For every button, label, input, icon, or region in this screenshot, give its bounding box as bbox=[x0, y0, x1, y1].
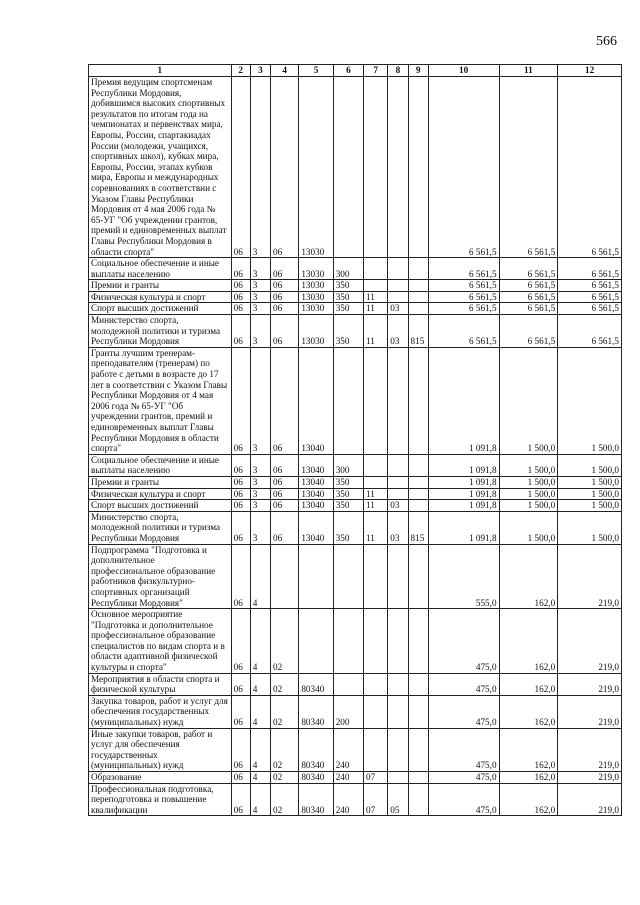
row-name: Гранты лучшим тренерам-преподавателям (тренерам) по работе с детьми в возрасте до 17 лет в соответствии с Указом Главы Республики Мордовия от 4 мая 2006 года № 65-УГ "Об учреждении грантов, премий и единовременных выплат Главы Республики Мордовия в области спорта" bbox=[89, 347, 232, 454]
code-cell bbox=[364, 476, 388, 488]
code-cell: 3 bbox=[250, 476, 270, 488]
column-header-9: 9 bbox=[408, 65, 428, 77]
code-cell: 240 bbox=[333, 728, 363, 771]
code-cell: 3 bbox=[250, 258, 270, 280]
code-cell: 06 bbox=[271, 476, 299, 488]
code-cell: 300 bbox=[333, 258, 363, 280]
code-cell bbox=[364, 258, 388, 280]
row-name: Премии и гранты bbox=[89, 476, 232, 488]
code-cell: 13040 bbox=[299, 511, 333, 544]
code-cell: 06 bbox=[231, 303, 250, 315]
code-cell: 4 bbox=[250, 728, 270, 771]
amount-cell: 6 561,5 bbox=[558, 258, 622, 280]
column-header-6: 6 bbox=[333, 65, 363, 77]
amount-cell: 475,0 bbox=[428, 772, 499, 784]
code-cell bbox=[408, 544, 428, 609]
table-row bbox=[89, 772, 622, 784]
code-cell bbox=[364, 280, 388, 292]
column-header-1: 1 bbox=[89, 65, 232, 77]
code-cell: 03 bbox=[388, 500, 408, 512]
code-cell: 13030 bbox=[299, 315, 333, 348]
table-row bbox=[89, 258, 622, 280]
code-cell: 200 bbox=[333, 695, 363, 728]
code-cell: 350 bbox=[333, 280, 363, 292]
code-cell bbox=[408, 695, 428, 728]
code-cell: 03 bbox=[388, 511, 408, 544]
row-name: Мероприятия в области спорта и физической культуры bbox=[89, 673, 232, 695]
code-cell bbox=[408, 280, 428, 292]
amount-cell: 6 561,5 bbox=[428, 258, 499, 280]
amount-cell: 475,0 bbox=[428, 728, 499, 771]
amount-cell: 475,0 bbox=[428, 673, 499, 695]
code-cell: 07 bbox=[364, 772, 388, 784]
table-body bbox=[89, 77, 622, 816]
code-cell: 07 bbox=[364, 783, 388, 816]
code-cell: 11 bbox=[364, 291, 388, 303]
amount-cell: 162,0 bbox=[499, 695, 558, 728]
amount-cell: 6 561,5 bbox=[558, 280, 622, 292]
amount-cell: 6 561,5 bbox=[499, 77, 558, 258]
column-header-8: 8 bbox=[388, 65, 408, 77]
code-cell bbox=[408, 500, 428, 512]
code-cell bbox=[408, 291, 428, 303]
code-cell: 11 bbox=[364, 315, 388, 348]
amount-cell: 6 561,5 bbox=[499, 291, 558, 303]
amount-cell: 6 561,5 bbox=[499, 258, 558, 280]
code-cell: 3 bbox=[250, 77, 270, 258]
row-name: Подпрограмма "Подготовка и дополнительное профессиональное образование работников физкультурно-спортивных организаций Республики Мордовия" bbox=[89, 544, 232, 609]
column-header-5: 5 bbox=[299, 65, 333, 77]
amount-cell: 162,0 bbox=[499, 728, 558, 771]
amount-cell: 6 561,5 bbox=[428, 315, 499, 348]
code-cell: 300 bbox=[333, 454, 363, 476]
amount-cell: 1 091,8 bbox=[428, 511, 499, 544]
code-cell: 06 bbox=[231, 728, 250, 771]
code-cell: 350 bbox=[333, 500, 363, 512]
amount-cell: 6 561,5 bbox=[499, 303, 558, 315]
table-row bbox=[89, 315, 622, 348]
code-cell: 3 bbox=[250, 303, 270, 315]
amount-cell: 555,0 bbox=[428, 544, 499, 609]
code-cell bbox=[388, 609, 408, 674]
code-cell bbox=[271, 544, 299, 609]
code-cell: 815 bbox=[408, 315, 428, 348]
code-cell: 06 bbox=[231, 291, 250, 303]
amount-cell: 475,0 bbox=[428, 695, 499, 728]
code-cell bbox=[408, 673, 428, 695]
code-cell: 350 bbox=[333, 511, 363, 544]
amount-cell: 1 500,0 bbox=[558, 454, 622, 476]
code-cell: 11 bbox=[364, 488, 388, 500]
row-name: Профессиональная подготовка, переподготовка и повышение квалификации bbox=[89, 783, 232, 816]
code-cell bbox=[408, 347, 428, 454]
code-cell: 06 bbox=[231, 488, 250, 500]
amount-cell: 6 561,5 bbox=[499, 315, 558, 348]
amount-cell: 6 561,5 bbox=[558, 291, 622, 303]
amount-cell: 162,0 bbox=[499, 783, 558, 816]
amount-cell: 1 091,8 bbox=[428, 347, 499, 454]
code-cell: 06 bbox=[231, 609, 250, 674]
code-cell: 06 bbox=[271, 280, 299, 292]
code-cell: 06 bbox=[271, 347, 299, 454]
column-header-3: 3 bbox=[250, 65, 270, 77]
code-cell bbox=[408, 258, 428, 280]
code-cell: 3 bbox=[250, 315, 270, 348]
code-cell bbox=[408, 609, 428, 674]
code-cell: 06 bbox=[271, 500, 299, 512]
table-row bbox=[89, 544, 622, 609]
code-cell: 05 bbox=[388, 783, 408, 816]
row-name: Спорт высших достижений bbox=[89, 303, 232, 315]
row-name: Закупка товаров, работ и услуг для обеспечения государственных (муниципальных) нужд bbox=[89, 695, 232, 728]
code-cell bbox=[388, 454, 408, 476]
table-row bbox=[89, 454, 622, 476]
row-name: Министерство спорта, молодежной политики и туризма Республики Мордовия bbox=[89, 315, 232, 348]
code-cell bbox=[333, 347, 363, 454]
code-cell: 3 bbox=[250, 454, 270, 476]
code-cell: 06 bbox=[271, 77, 299, 258]
code-cell: 3 bbox=[250, 280, 270, 292]
amount-cell: 219,0 bbox=[558, 544, 622, 609]
amount-cell: 6 561,5 bbox=[428, 77, 499, 258]
code-cell: 815 bbox=[408, 511, 428, 544]
code-cell: 350 bbox=[333, 315, 363, 348]
code-cell: 13030 bbox=[299, 258, 333, 280]
amount-cell: 1 500,0 bbox=[499, 511, 558, 544]
table-row bbox=[89, 291, 622, 303]
amount-cell: 6 561,5 bbox=[428, 291, 499, 303]
page-number: 566 bbox=[596, 34, 617, 49]
code-cell bbox=[388, 347, 408, 454]
code-cell: 06 bbox=[231, 544, 250, 609]
code-cell: 13030 bbox=[299, 291, 333, 303]
amount-cell: 1 500,0 bbox=[499, 347, 558, 454]
code-cell: 3 bbox=[250, 291, 270, 303]
code-cell: 80340 bbox=[299, 673, 333, 695]
amount-cell: 1 500,0 bbox=[558, 511, 622, 544]
table-row bbox=[89, 476, 622, 488]
code-cell bbox=[333, 609, 363, 674]
code-cell bbox=[364, 347, 388, 454]
amount-cell: 1 091,8 bbox=[428, 500, 499, 512]
code-cell: 13040 bbox=[299, 454, 333, 476]
code-cell: 06 bbox=[271, 488, 299, 500]
code-cell: 02 bbox=[271, 673, 299, 695]
code-cell: 350 bbox=[333, 291, 363, 303]
column-header-4: 4 bbox=[271, 65, 299, 77]
table-row bbox=[89, 783, 622, 816]
code-cell: 11 bbox=[364, 500, 388, 512]
code-cell: 06 bbox=[231, 772, 250, 784]
code-cell: 06 bbox=[231, 77, 250, 258]
table-row bbox=[89, 280, 622, 292]
code-cell: 13040 bbox=[299, 488, 333, 500]
amount-cell: 6 561,5 bbox=[428, 303, 499, 315]
code-cell: 4 bbox=[250, 544, 270, 609]
column-header-12: 12 bbox=[558, 65, 622, 77]
column-header-10: 10 bbox=[428, 65, 499, 77]
amount-cell: 219,0 bbox=[558, 772, 622, 784]
row-name: Премия ведущим спортсменам Республики Мордовия, добившимся высоких спортивных результатов по итогам года на чемпионатах и первенствах мира, Европы, России, спартакиадах России (молодежи, учащихся, спортивных школ), кубках мира, Европы, России, этапах кубков мира, Европы и международных соревнованиях в соответствии с Указом Главы Республики Мордовия от 4 мая 2006 года № 65-УГ "Об учреждении грантов, премий и единовременных выплат Главы Республики Мордовия в области спорта" bbox=[89, 77, 232, 258]
amount-cell: 1 091,8 bbox=[428, 454, 499, 476]
code-cell bbox=[388, 488, 408, 500]
code-cell bbox=[388, 280, 408, 292]
code-cell bbox=[408, 303, 428, 315]
amount-cell: 162,0 bbox=[499, 544, 558, 609]
code-cell: 06 bbox=[271, 291, 299, 303]
row-name: Образование bbox=[89, 772, 232, 784]
row-name: Иные закупки товаров, работ и услуг для обеспечения государственных (муниципальных) нужд bbox=[89, 728, 232, 771]
code-cell bbox=[388, 77, 408, 258]
row-name: Премии и гранты bbox=[89, 280, 232, 292]
code-cell: 06 bbox=[231, 347, 250, 454]
table-row bbox=[89, 488, 622, 500]
code-cell: 06 bbox=[231, 511, 250, 544]
code-cell bbox=[299, 609, 333, 674]
code-cell bbox=[408, 476, 428, 488]
amount-cell: 1 500,0 bbox=[558, 347, 622, 454]
code-cell bbox=[388, 772, 408, 784]
column-header-2: 2 bbox=[231, 65, 250, 77]
code-cell bbox=[364, 609, 388, 674]
table-row bbox=[89, 673, 622, 695]
row-name: Физическая культура и спорт bbox=[89, 291, 232, 303]
code-cell: 06 bbox=[231, 280, 250, 292]
table-row bbox=[89, 728, 622, 771]
table-row bbox=[89, 695, 622, 728]
code-cell: 02 bbox=[271, 772, 299, 784]
code-cell: 13040 bbox=[299, 500, 333, 512]
code-cell: 4 bbox=[250, 609, 270, 674]
code-cell: 13040 bbox=[299, 476, 333, 488]
code-cell: 06 bbox=[271, 315, 299, 348]
table-row bbox=[89, 347, 622, 454]
table-row bbox=[89, 77, 622, 258]
amount-cell: 6 561,5 bbox=[558, 77, 622, 258]
code-cell: 80340 bbox=[299, 728, 333, 771]
code-cell: 06 bbox=[231, 695, 250, 728]
column-header-11: 11 bbox=[499, 65, 558, 77]
code-cell bbox=[408, 772, 428, 784]
code-cell: 02 bbox=[271, 728, 299, 771]
amount-cell: 162,0 bbox=[499, 609, 558, 674]
row-name: Социальное обеспечение и иные выплаты населению bbox=[89, 454, 232, 476]
budget-table bbox=[88, 64, 622, 816]
row-name: Основное мероприятие "Подготовка и дополнительное профессиональное образование специалистов по видам спорта и в области адаптивной физической культуры и спорта" bbox=[89, 609, 232, 674]
table-row bbox=[89, 511, 622, 544]
amount-cell: 1 500,0 bbox=[499, 488, 558, 500]
code-cell: 06 bbox=[271, 511, 299, 544]
amount-cell: 219,0 bbox=[558, 609, 622, 674]
code-cell: 240 bbox=[333, 772, 363, 784]
code-cell bbox=[408, 454, 428, 476]
amount-cell: 475,0 bbox=[428, 609, 499, 674]
row-name: Спорт высших достижений bbox=[89, 500, 232, 512]
code-cell: 3 bbox=[250, 347, 270, 454]
row-name: Физическая культура и спорт bbox=[89, 488, 232, 500]
code-cell bbox=[364, 77, 388, 258]
code-cell: 02 bbox=[271, 783, 299, 816]
code-cell bbox=[299, 544, 333, 609]
amount-cell: 1 500,0 bbox=[558, 488, 622, 500]
code-cell bbox=[364, 544, 388, 609]
code-cell bbox=[333, 673, 363, 695]
code-cell: 80340 bbox=[299, 772, 333, 784]
amount-cell: 1 500,0 bbox=[558, 500, 622, 512]
code-cell bbox=[364, 454, 388, 476]
table-row bbox=[89, 500, 622, 512]
amount-cell: 162,0 bbox=[499, 673, 558, 695]
code-cell: 06 bbox=[231, 673, 250, 695]
code-cell: 02 bbox=[271, 695, 299, 728]
code-cell bbox=[364, 673, 388, 695]
code-cell: 06 bbox=[271, 258, 299, 280]
code-cell: 240 bbox=[333, 783, 363, 816]
code-cell: 13030 bbox=[299, 280, 333, 292]
code-cell: 80340 bbox=[299, 695, 333, 728]
code-cell: 4 bbox=[250, 783, 270, 816]
amount-cell: 1 091,8 bbox=[428, 476, 499, 488]
code-cell: 350 bbox=[333, 488, 363, 500]
code-cell: 06 bbox=[271, 303, 299, 315]
code-cell: 4 bbox=[250, 673, 270, 695]
amount-cell: 6 561,5 bbox=[558, 303, 622, 315]
code-cell: 13030 bbox=[299, 303, 333, 315]
code-cell bbox=[388, 673, 408, 695]
table-row bbox=[89, 609, 622, 674]
code-cell: 13030 bbox=[299, 77, 333, 258]
code-cell: 350 bbox=[333, 303, 363, 315]
code-cell: 06 bbox=[231, 454, 250, 476]
amount-cell: 6 561,5 bbox=[428, 280, 499, 292]
code-cell: 11 bbox=[364, 303, 388, 315]
amount-cell: 1 500,0 bbox=[499, 500, 558, 512]
code-cell bbox=[364, 728, 388, 771]
code-cell: 06 bbox=[231, 476, 250, 488]
code-cell: 06 bbox=[231, 315, 250, 348]
code-cell: 3 bbox=[250, 500, 270, 512]
row-name: Министерство спорта, молодежной политики и туризма Республики Мордовия bbox=[89, 511, 232, 544]
amount-cell: 6 561,5 bbox=[499, 280, 558, 292]
amount-cell: 219,0 bbox=[558, 673, 622, 695]
code-cell bbox=[408, 728, 428, 771]
code-cell: 13040 bbox=[299, 347, 333, 454]
code-cell bbox=[408, 77, 428, 258]
amount-cell: 475,0 bbox=[428, 783, 499, 816]
code-cell: 03 bbox=[388, 303, 408, 315]
column-header-7: 7 bbox=[364, 65, 388, 77]
code-cell: 06 bbox=[271, 454, 299, 476]
code-cell bbox=[408, 783, 428, 816]
amount-cell: 219,0 bbox=[558, 783, 622, 816]
row-name: Социальное обеспечение и иные выплаты населению bbox=[89, 258, 232, 280]
amount-cell: 162,0 bbox=[499, 772, 558, 784]
code-cell: 350 bbox=[333, 476, 363, 488]
amount-cell: 1 500,0 bbox=[499, 476, 558, 488]
code-cell bbox=[388, 544, 408, 609]
code-cell bbox=[364, 695, 388, 728]
amount-cell: 6 561,5 bbox=[558, 315, 622, 348]
code-cell: 11 bbox=[364, 511, 388, 544]
code-cell bbox=[388, 695, 408, 728]
amount-cell: 219,0 bbox=[558, 728, 622, 771]
code-cell: 4 bbox=[250, 772, 270, 784]
amount-cell: 1 500,0 bbox=[499, 454, 558, 476]
amount-cell: 1 500,0 bbox=[558, 476, 622, 488]
code-cell: 06 bbox=[231, 258, 250, 280]
code-cell: 80340 bbox=[299, 783, 333, 816]
code-cell bbox=[388, 728, 408, 771]
code-cell bbox=[388, 258, 408, 280]
table-row bbox=[89, 303, 622, 315]
code-cell bbox=[333, 77, 363, 258]
code-cell bbox=[388, 291, 408, 303]
code-cell bbox=[408, 488, 428, 500]
code-cell: 3 bbox=[250, 488, 270, 500]
code-cell: 03 bbox=[388, 315, 408, 348]
code-cell: 02 bbox=[271, 609, 299, 674]
amount-cell: 219,0 bbox=[558, 695, 622, 728]
code-cell bbox=[388, 476, 408, 488]
code-cell: 4 bbox=[250, 695, 270, 728]
amount-cell: 1 091,8 bbox=[428, 488, 499, 500]
code-cell bbox=[333, 544, 363, 609]
header-row bbox=[89, 65, 622, 77]
code-cell: 06 bbox=[231, 783, 250, 816]
code-cell: 06 bbox=[231, 500, 250, 512]
code-cell: 3 bbox=[250, 511, 270, 544]
